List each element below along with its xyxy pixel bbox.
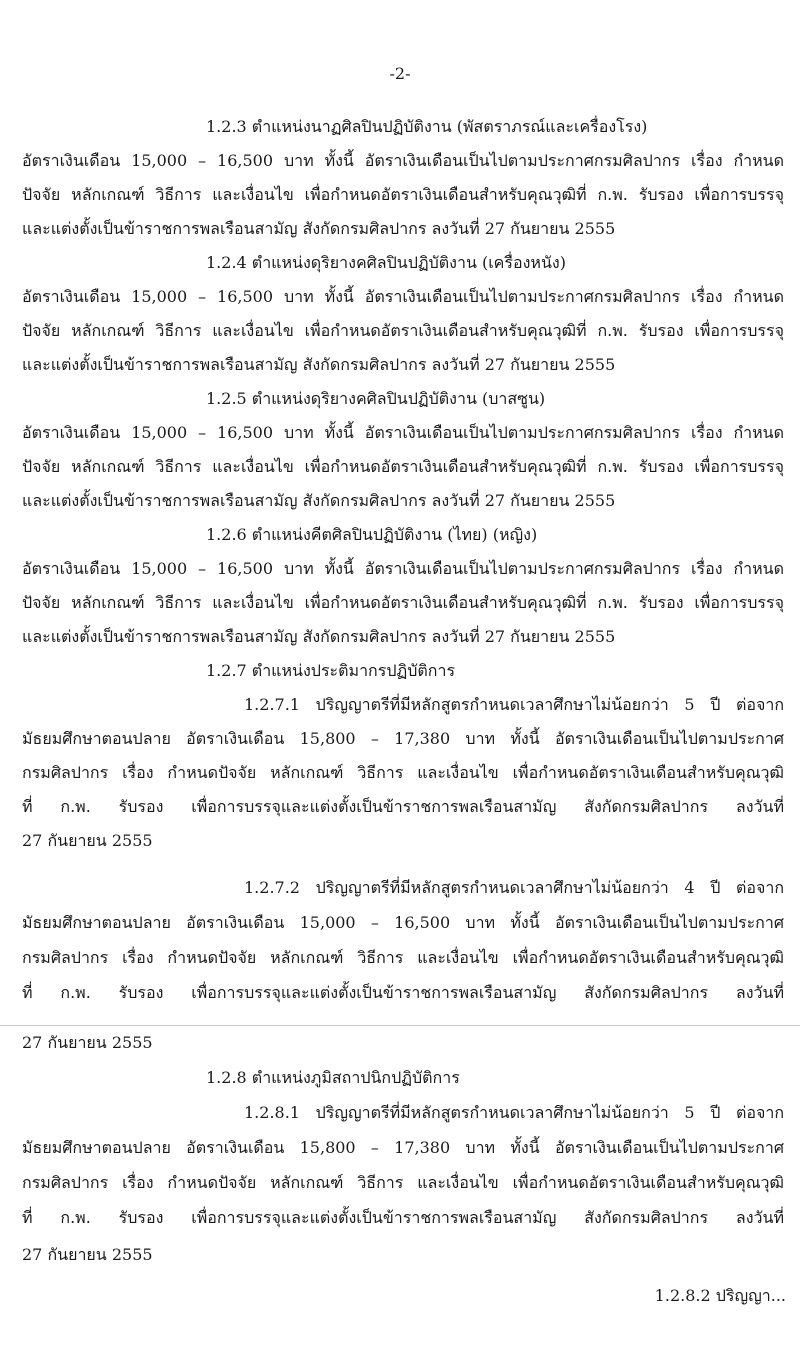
paragraph-line: ปัจจัย หลักเกณฑ์ วิธีการ และเงื่อนไข เพื่อกำหนดอัตราเงินเดือนสำหรับคุณวุฒิที่ ก.พ. รับรอง เพื่อการบรรจุ [22,593,784,612]
paragraph-line: กรมศิลปากร เรื่อง กำหนดปัจจัย หลักเกณฑ์ วิธีการ และเงื่อนไข เพื่อกำหนดอัตราเงินเดือนสำหรับคุณวุฒิ [22,763,784,782]
section-heading-1-2-3: 1.2.3 ตำแหน่งนาฏศิลปินปฏิบัติงาน (พัสตราภรณ์และเครื่องโรง) [206,117,648,136]
paragraph-line: 27 กันยายน 2555 [22,831,153,850]
paragraph-line: ปัจจัย หลักเกณฑ์ วิธีการ และเงื่อนไข เพื่อกำหนดอัตราเงินเดือนสำหรับคุณวุฒิที่ ก.พ. รับรอง เพื่อการบรรจุ [22,185,784,204]
section-heading-1-2-4: 1.2.4 ตำแหน่งดุริยางคศิลปินปฏิบัติงาน (เครื่องหนัง) [206,253,566,272]
paragraph-line: กรมศิลปากร เรื่อง กำหนดปัจจัย หลักเกณฑ์ วิธีการ และเงื่อนไข เพื่อกำหนดอัตราเงินเดือนสำหรับคุณวุฒิ [22,1173,784,1192]
paragraph-line: และแต่งตั้งเป็นข้าราชการพลเรือนสามัญ สังกัดกรมศิลปากร ลงวันที่ 27 กันยายน 2555 [22,627,616,646]
paragraph-line: 27 กันยายน 2555 [22,1245,153,1264]
subsection-line: 1.2.8.1 ปริญญาตรีที่มีหลักสูตรกำหนดเวลาศึกษาไม่น้อยกว่า 5 ปี ต่อจาก [244,1103,784,1122]
subsection-line: 1.2.7.2 ปริญญาตรีที่มีหลักสูตรกำหนดเวลาศึกษาไม่น้อยกว่า 4 ปี ต่อจาก [244,878,784,897]
paragraph-line: และแต่งตั้งเป็นข้าราชการพลเรือนสามัญ สังกัดกรมศิลปากร ลงวันที่ 27 กันยายน 2555 [22,355,616,374]
paragraph-line: อัตราเงินเดือน 15,000 – 16,500 บาท ทั้งนี้ อัตราเงินเดือนเป็นไปตามประกาศกรมศิลปากร เรื่อง กำหนด [22,151,784,170]
paragraph-line: มัธยมศึกษาตอนปลาย อัตราเงินเดือน 15,800 – 17,380 บาท ทั้งนี้ อัตราเงินเดือนเป็นไปตามประกาศ [22,729,784,748]
paragraph-line: ปัจจัย หลักเกณฑ์ วิธีการ และเงื่อนไข เพื่อกำหนดอัตราเงินเดือนสำหรับคุณวุฒิที่ ก.พ. รับรอง เพื่อการบรรจุ [22,321,784,340]
paragraph-line: มัธยมศึกษาตอนปลาย อัตราเงินเดือน 15,000 – 16,500 บาท ทั้งนี้ อัตราเงินเดือนเป็นไปตามประกาศ [22,913,784,932]
paragraph-line: และแต่งตั้งเป็นข้าราชการพลเรือนสามัญ สังกัดกรมศิลปากร ลงวันที่ 27 กันยายน 2555 [22,491,616,510]
paragraph-line: ปัจจัย หลักเกณฑ์ วิธีการ และเงื่อนไข เพื่อกำหนดอัตราเงินเดือนสำหรับคุณวุฒิที่ ก.พ. รับรอง เพื่อการบรรจุ [22,457,784,476]
paragraph-line: มัธยมศึกษาตอนปลาย อัตราเงินเดือน 15,800 – 17,380 บาท ทั้งนี้ อัตราเงินเดือนเป็นไปตามประกาศ [22,1138,784,1157]
paragraph-line: อัตราเงินเดือน 15,000 – 16,500 บาท ทั้งนี้ อัตราเงินเดือนเป็นไปตามประกาศกรมศิลปากร เรื่อง กำหนด [22,423,784,442]
paragraph-line: กรมศิลปากร เรื่อง กำหนดปัจจัย หลักเกณฑ์ วิธีการ และเงื่อนไข เพื่อกำหนดอัตราเงินเดือนสำหรับคุณวุฒิ [22,948,784,967]
section-heading-1-2-7: 1.2.7 ตำแหน่งประติมากรปฏิบัติการ [206,661,456,680]
paragraph-line: ที่ ก.พ. รับรอง เพื่อการบรรจุและแต่งตั้งเป็นข้าราชการพลเรือนสามัญ สังกัดกรมศิลปากร ลงวันที่ [22,797,784,816]
paragraph-line: และแต่งตั้งเป็นข้าราชการพลเรือนสามัญ สังกัดกรมศิลปากร ลงวันที่ 27 กันยายน 2555 [22,219,616,238]
subsection-line: 1.2.7.1 ปริญญาตรีที่มีหลักสูตรกำหนดเวลาศึกษาไม่น้อยกว่า 5 ปี ต่อจาก [244,695,784,714]
paragraph-line: ที่ ก.พ. รับรอง เพื่อการบรรจุและแต่งตั้งเป็นข้าราชการพลเรือนสามัญ สังกัดกรมศิลปากร ลงวันที่ [22,983,784,1002]
section-heading-1-2-5: 1.2.5 ตำแหน่งดุริยางคศิลปินปฏิบัติงาน (บาสซูน) [206,389,546,408]
scan-seam-divider [0,1025,800,1026]
continuation-text: 1.2.8.2 ปริญญา... [654,1286,786,1305]
section-heading-1-2-6: 1.2.6 ตำแหน่งคีตศิลปินปฏิบัติงาน (ไทย) (หญิง) [206,525,538,544]
paragraph-line: ที่ ก.พ. รับรอง เพื่อการบรรจุและแต่งตั้งเป็นข้าราชการพลเรือนสามัญ สังกัดกรมศิลปากร ลงวันที่ [22,1208,784,1227]
paragraph-line: 27 กันยายน 2555 [22,1033,153,1052]
paragraph-line: อัตราเงินเดือน 15,000 – 16,500 บาท ทั้งนี้ อัตราเงินเดือนเป็นไปตามประกาศกรมศิลปากร เรื่อง กำหนด [22,559,784,578]
section-heading-1-2-8: 1.2.8 ตำแหน่งภูมิสถาปนิกปฏิบัติการ [206,1068,460,1087]
paragraph-line: อัตราเงินเดือน 15,000 – 16,500 บาท ทั้งนี้ อัตราเงินเดือนเป็นไปตามประกาศกรมศิลปากร เรื่อง กำหนด [22,287,784,306]
page-number: -2- [389,64,411,83]
